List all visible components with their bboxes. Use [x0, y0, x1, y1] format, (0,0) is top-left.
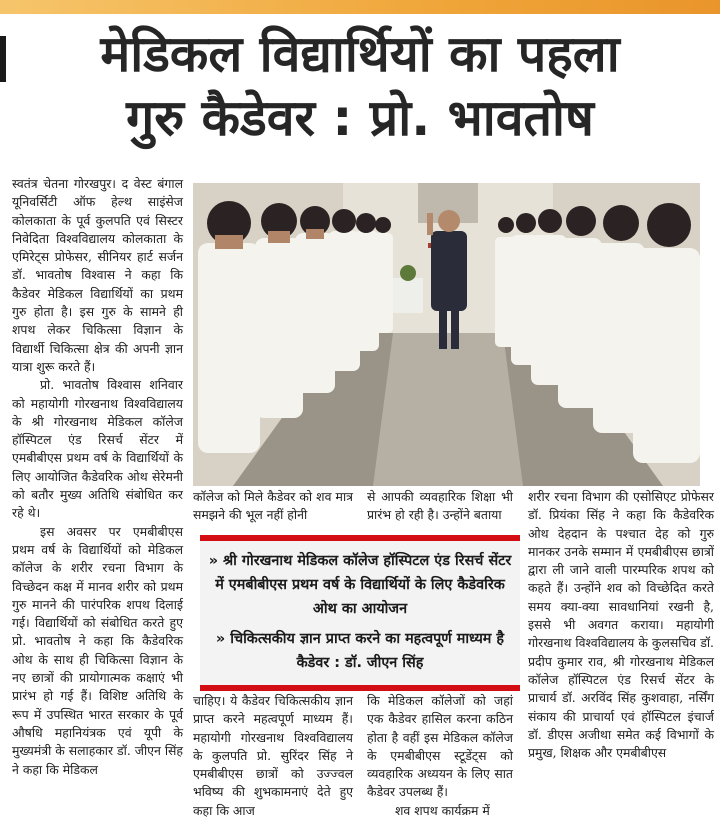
paragraph: शरीर रचना विभाग की एसोसिएट प्रोफेसर डॉ. प्रियंका सिंह ने कहा कि कैडेवरिक ओथ देहदान के पश्चात देह को गुरु मानकर उनके सम्मान में एमबीबीएस छात्रों द्वारा ली जाने वाली पारम्परिक शपथ को कहते हैं। उन्होंने शव को विच्छेदित करते समय क्या-क्या सावधानियां रखनी है, इससे भी अवगत कराया। महायोगी गोरखनाथ विश्वविद्यालय के कुलसचिव डॉ. प्रदीप कुमार राव, श्री गोरखनाथ मेडिकल कॉलेज हॉस्पिटल एंड रिसर्च सेंटर के प्राचार्य डॉ. अरविंद सिंह कुशवाहा, नर्सिंग संकाय की प्राचार्या एवं हॉस्पिटल इंचार्ज डॉ. डीएस अजीथा समेत कई विभागों के प्रमुख, शिक्षक और एमबीबीएस — [528, 489, 714, 761]
article-column-3 — [528, 488, 714, 762]
news-photo-cadaveric-oath-ceremony — [193, 183, 700, 486]
article-column-2-top-right — [367, 488, 513, 525]
highlight-callout-box — [200, 535, 520, 691]
headline — [0, 22, 720, 150]
top-color-bar — [0, 0, 720, 14]
paragraph: शव शपथ कार्यक्रम में — [395, 802, 490, 818]
photo-illustration — [193, 183, 700, 486]
paragraph: प्रो. भावतोष विश्वास शनिवार को महायोगी गोरखनाथ विश्वविद्यालय के श्री गोरखनाथ मेडिकल कॉलेज हॉस्पिटल एंड रिसर्च सेंटर में एमबीबीएस प्रथम वर्ष के विद्यार्थियों के लिए आयोजित कैडेवरिक ओथ सेरेमनी को बतौर मुख्य अतिथि संबोधित कर रहे थे। — [12, 377, 183, 521]
paragraph: कॉलेज को मिले कैडेवर को शव मात्र समझने की भूल नहीं होनी — [193, 489, 353, 523]
headline-line-1: मेडिकल विद्यार्थियों का पहला — [100, 25, 620, 83]
paragraph: चाहिए। ये कैडेवर चिकित्सकीय ज्ञान प्राप्त करने महत्वपूर्ण माध्यम हैं। महायोगी गोरखनाथ विश्वविद्यालय के कुलपति प्रो. सुरिंदर सिंह ने एमबीबीएस छात्रों को उज्ज्वल भविष्य की शुभकामनाएं देते हुए कहा कि आज — [193, 693, 353, 818]
headline-line-2: गुरु कैडेवर : प्रो. भावतोष — [126, 89, 594, 147]
paragraph: कि मेडिकल कॉलेजों को जहां एक कैडेवर हासिल करना कठिन होता है वहीं इस मेडिकल कॉलेज के एमबीबीएस स्टूडेंट्स को व्यवहारिक अध्ययन के लिए सात कैडेवर उपलब्ध हैं। — [367, 693, 513, 800]
article-column-1 — [12, 175, 183, 779]
paragraph: से आपकी व्यवहारिक शिक्षा भी प्रारंभ हो रही है। उन्होंने बताया — [367, 489, 513, 523]
article-column-2-bottom-left — [193, 692, 353, 820]
article-column-2-bottom-right — [367, 692, 513, 820]
paragraph: इस अवसर पर एमबीबीएस प्रथम वर्ष के विद्यार्थियों को मेडिकल कॉलेज के शरीर रचना विभाग के विच्छेदन कक्ष में मानव शरीर को प्रथम गुरु मानने की पारंपरिक शपथ दिलाई गई। विद्यार्थियों को संबोधित करते हुए प्रो. भावतोष ने कहा कि कैडेवरिक ओथ के साथ ही चिकित्सा विज्ञान के नए छात्रों की प्रायोगात्मक कक्षाएं भी प्रारंभ हो गई हैं। विशिष्ट अतिथि के रूप में उपस्थित भारत सरकार के पूर्व औषधि महानियंत्रक एवं यूपी के मुख्यमंत्री के सलाहकार डॉ. जीएन सिंह ने कहा कि मेडिकल — [12, 523, 183, 777]
callout-item-1: » श्री गोरखनाथ मेडिकल कॉलेज हॉस्पिटल एंड रिसर्च सेंटर में एमबीबीएस प्रथम वर्ष के विद्यार्थियों के लिए कैडेवरिक ओथ का आयोजन — [208, 553, 512, 617]
callout-item-2: » चिकित्सकीय ज्ञान प्राप्त करने का महत्वपूर्ण माध्यम है कैडेवर : डॉ. जीएन सिंह — [215, 631, 505, 671]
paragraph: स्वतंत्र चेतना गोरखपुर। द वेस्ट बंगाल यूनिवर्सिटी ऑफ हेल्थ साइंसेज कोलकाता के पूर्व कुलपति एवं सिस्टर निवेदिता विश्वविद्यालय कोलकाता के एमिरेट्स प्रोफेसर, सीनियर हार्ट सर्जन डॉ. भावतोष विश्वास ने कहा कि कैडेवर मेडिकल विद्यार्थियों का प्रथम गुरु होता है। इस गुरु के सामने ही शपथ लेकर चिकित्सा विज्ञान के विद्यार्थी चिकित्सा क्षेत्र की अपनी ज्ञान यात्रा शुरू करते हैं। — [12, 176, 183, 374]
article-column-2-top-left — [193, 488, 353, 525]
